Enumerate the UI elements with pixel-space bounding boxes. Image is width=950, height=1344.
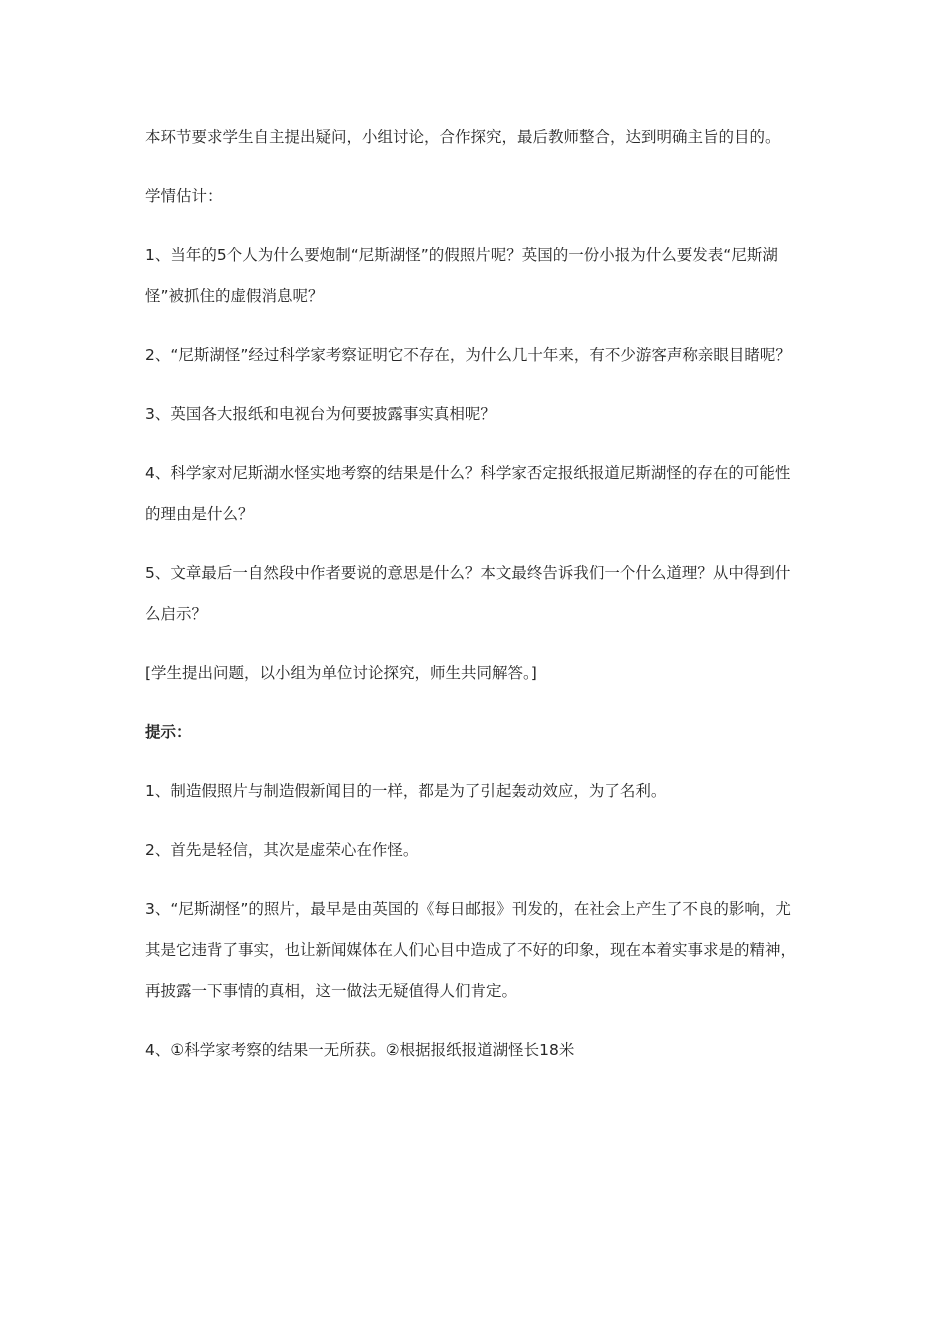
hint-1: 1、制造假照片与制造假新闻目的一样，都是为了引起轰动效应，为了名利。 xyxy=(145,782,667,800)
question-1: 1、当年的5个人为什么要炮制“尼斯湖怪”的假照片呢？英国的一份小报为什么要发表“尼斯湖怪”被抓住的虚假消息呢？ xyxy=(145,246,778,305)
section-heading-learning-estimate: 学情估计： xyxy=(145,187,223,205)
question-3: 3、英国各大报纸和电视台为何要披露事实真相呢？ xyxy=(145,405,496,423)
section-heading-hints: 提示： xyxy=(145,723,192,741)
hint-4: 4、①科学家考察的结果一无所获。②根据报纸报道湖怪长18米 xyxy=(145,1041,575,1059)
question-2: 2、“尼斯湖怪”经过科学家考察证明它不存在，为什么几十年来，有不少游客声称亲眼目睹呢？ xyxy=(145,346,791,364)
question-5: 5、文章最后一自然段中作者要说的意思是什么？本文最终告诉我们一个什么道理？从中得到什么启示？ xyxy=(145,564,791,623)
hint-3: 3、“尼斯湖怪”的照片，最早是由英国的《每日邮报》刊发的，在社会上产生了不良的影响，尤其是它违背了事实，也让新闻媒体在人们心目中造成了不好的印象，现在本着实事求是的精神，再披露一下事情的真相，这一做法无疑值得人们肯定。 xyxy=(145,900,797,1000)
hint-2: 2、首先是轻信，其次是虚荣心在作怪。 xyxy=(145,841,419,859)
intro-paragraph: 本环节要求学生自主提出疑问，小组讨论，合作探究，最后教师整合，达到明确主旨的目的。 xyxy=(145,128,781,146)
question-4: 4、科学家对尼斯湖水怪实地考察的结果是什么？科学家否定报纸报道尼斯湖怪的存在的可能性的理由是什么？ xyxy=(145,464,791,523)
instruction-note: [学生提出问题，以小组为单位讨论探究，师生共同解答。] xyxy=(145,664,537,682)
document-body xyxy=(145,117,805,1089)
